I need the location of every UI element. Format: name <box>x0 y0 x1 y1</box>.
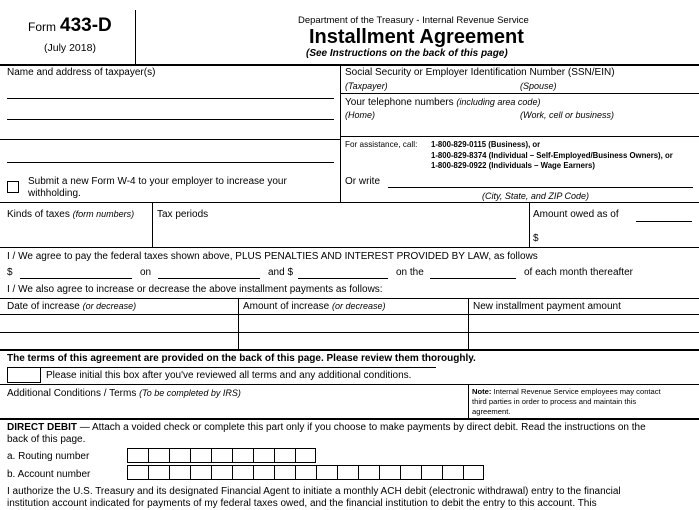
phone-label <box>345 97 540 109</box>
additional-label-main: Additional Conditions / Terms <box>7 388 137 399</box>
assist-prefix: For assistance, call: <box>345 140 418 149</box>
header-rule <box>0 64 699 66</box>
account-digit[interactable] <box>421 465 442 480</box>
irs-note-1 <box>472 387 661 396</box>
account-digit[interactable] <box>253 465 274 480</box>
initial-payment-date[interactable] <box>158 278 260 279</box>
phone-home-label: (Home) <box>345 110 376 120</box>
increase-date-row-2[interactable] <box>1 333 237 349</box>
account-digit[interactable] <box>190 465 211 480</box>
phone-label-note: (including area code) <box>456 97 541 107</box>
direct-debit-heading: DIRECT DEBIT <box>7 422 77 433</box>
irs-note-bold: Note: <box>472 387 492 396</box>
city-state-zip-label: (City, State, and ZIP Code) <box>482 191 590 201</box>
authorization-text-2: institution account indicated for payments of my federal taxes owed, and the financial institution to debit the entry to this account. This <box>7 498 597 509</box>
direct-debit-top-rule <box>0 418 699 420</box>
department-line: Department of the Treasury - Internal Revenue Service <box>298 15 529 26</box>
ssn-spouse-label: (Spouse) <box>520 81 557 91</box>
irs-note-2: third parties in order to process and maintain this <box>472 397 637 406</box>
form-subtitle: (See Instructions on the back of this page) <box>306 48 508 59</box>
ssn-rule <box>340 93 699 94</box>
monthly-payment-amount[interactable] <box>298 278 388 279</box>
routing-digit[interactable] <box>211 448 232 463</box>
increase-new-row-2[interactable] <box>469 333 698 349</box>
taxes-divider-1 <box>152 202 153 247</box>
amount-owed-input[interactable] <box>540 226 690 246</box>
form-prefix: Form <box>28 20 56 34</box>
increase-date-row-1[interactable] <box>1 315 237 331</box>
amount-increase-main: Amount of increase <box>243 301 330 312</box>
name-address-line-1[interactable] <box>7 98 334 99</box>
agreement-top-rule <box>0 247 699 248</box>
agreement-on-the: on the <box>396 267 424 278</box>
additional-divider <box>468 384 469 418</box>
name-address-label: Name and address of taxpayer(s) <box>7 67 156 78</box>
form-date: (July 2018) <box>44 42 96 54</box>
account-number-label: b. Account number <box>7 469 91 480</box>
terms-heading: The terms of this agreement are provided on the back of this page. Please review them thoroughly. <box>7 353 476 364</box>
amount-of-increase-label <box>243 301 385 313</box>
w4-text-1: Submit a new Form W-4 to your employer to increase your <box>28 176 287 187</box>
terms-top-rule <box>0 349 699 351</box>
initial-box-text: Please initial this box after you've reviewed all terms and any additional conditions. <box>46 370 412 381</box>
w4-checkbox[interactable] <box>7 181 19 193</box>
monthly-payment-day[interactable] <box>430 278 516 279</box>
account-digit[interactable] <box>337 465 358 480</box>
agreement-text-1: I / We agree to pay the federal taxes shown above, PLUS PENALTIES AND INTEREST PROVIDED BY LAW, as follows <box>7 251 538 262</box>
ssn-label: Social Security or Employer Identification Number (SSN/EIN) <box>345 67 615 78</box>
routing-digit[interactable] <box>274 448 295 463</box>
irs-address-line[interactable] <box>388 187 693 188</box>
routing-digit[interactable] <box>232 448 253 463</box>
w4-text-2: withholding. <box>28 188 81 199</box>
account-digit[interactable] <box>274 465 295 480</box>
routing-digit[interactable] <box>148 448 169 463</box>
kinds-label-note: (form numbers) <box>72 209 135 219</box>
irs-note-text-1: Internal Revenue Service employees may contact <box>491 387 661 396</box>
kinds-of-taxes-label <box>7 209 134 221</box>
initial-box[interactable] <box>7 367 41 383</box>
amount-owed-date-line[interactable] <box>636 221 692 222</box>
name-address-line-2[interactable] <box>7 119 334 120</box>
account-digit[interactable] <box>232 465 253 480</box>
account-digit[interactable] <box>463 465 484 480</box>
form-number: 433-D <box>60 15 112 36</box>
agreement-each-month: of each month thereafter <box>524 267 633 278</box>
date-increase-note: (or decrease) <box>82 301 137 311</box>
assist-phone-3: 1-800-829-0922 (Individuals – Wage Earners) <box>431 161 595 170</box>
date-increase-main: Date of increase <box>7 301 80 312</box>
name-address-line-3[interactable] <box>7 162 334 163</box>
agreement-and-dollar: and $ <box>268 267 294 278</box>
routing-number-boxes[interactable] <box>127 448 316 463</box>
tax-periods-label: Tax periods <box>157 209 209 220</box>
date-of-increase-label <box>7 301 136 313</box>
assist-phone-2: 1-800-829-8374 (Individual – Self-Employed/Business Owners), or <box>431 151 673 160</box>
or-write-label: Or write <box>345 176 380 187</box>
assist-phone-1: 1-800-829-0115 (Business), or <box>431 140 541 149</box>
account-digit[interactable] <box>358 465 379 480</box>
amount-increase-note: (or decrease) <box>331 301 386 311</box>
account-digit[interactable] <box>211 465 232 480</box>
phone-label-main: Your telephone numbers <box>345 97 454 108</box>
name-address-rule <box>0 139 340 140</box>
taxes-divider-2 <box>529 202 530 247</box>
routing-digit[interactable] <box>190 448 211 463</box>
initial-payment-amount[interactable] <box>20 278 132 279</box>
additional-label-note: (To be completed by IRS) <box>139 388 241 398</box>
routing-digit[interactable] <box>127 448 148 463</box>
routing-digit[interactable] <box>295 448 316 463</box>
phone-work-label: (Work, cell or business) <box>520 110 615 120</box>
new-payment-label: New installment payment amount <box>473 301 621 312</box>
agreement-on: on <box>140 267 152 278</box>
increase-new-row-1[interactable] <box>469 315 698 331</box>
additional-conditions-label <box>7 388 241 400</box>
additional-conditions-input[interactable] <box>1 400 466 417</box>
form-title: Installment Agreement <box>309 26 524 48</box>
amount-owed-dollar: $ <box>533 233 539 244</box>
account-digit[interactable] <box>295 465 316 480</box>
account-digit[interactable] <box>127 465 148 480</box>
taxes-top-rule <box>0 202 699 203</box>
account-digit[interactable] <box>442 465 463 480</box>
account-digit[interactable] <box>400 465 421 480</box>
authorization-text: I authorize the U.S. Treasury and its designated Financial Agent to initiate a monthly ACH debit (electronic withdrawal) entry to the financial <box>7 486 621 497</box>
taxpayer-divider <box>340 66 341 202</box>
increase-top-rule <box>0 298 699 299</box>
direct-debit-text-2: back of this page. <box>7 434 86 445</box>
kinds-label-main: Kinds of taxes <box>7 209 70 220</box>
increase-amount-row-1[interactable] <box>239 315 467 331</box>
account-digit[interactable] <box>148 465 169 480</box>
amount-owed-label: Amount owed as of <box>533 209 619 220</box>
routing-number-label: a. Routing number <box>7 451 90 462</box>
direct-debit-instructions: — Attach a voided check or complete this part only if you choose to make payments by direct debit. Read the instructions on the <box>77 422 646 433</box>
agreement-dollar: $ <box>7 267 13 278</box>
account-number-boxes[interactable] <box>127 465 484 480</box>
initial-box-top <box>7 367 436 368</box>
ssn-taxpayer-label: (Taxpayer) <box>345 81 388 91</box>
account-digit[interactable] <box>316 465 337 480</box>
account-digit[interactable] <box>379 465 400 480</box>
additional-top-rule <box>0 384 699 385</box>
irs-note-3: agreement. <box>472 407 511 416</box>
routing-digit[interactable] <box>253 448 274 463</box>
routing-digit[interactable] <box>169 448 190 463</box>
direct-debit-text-1 <box>7 422 646 434</box>
increase-amount-row-2[interactable] <box>239 333 467 349</box>
account-digit[interactable] <box>169 465 190 480</box>
agreement-text-3: I / We also agree to increase or decrease the above installment payments as follows: <box>7 284 383 295</box>
header-divider <box>135 10 136 65</box>
phone-rule <box>340 136 699 137</box>
